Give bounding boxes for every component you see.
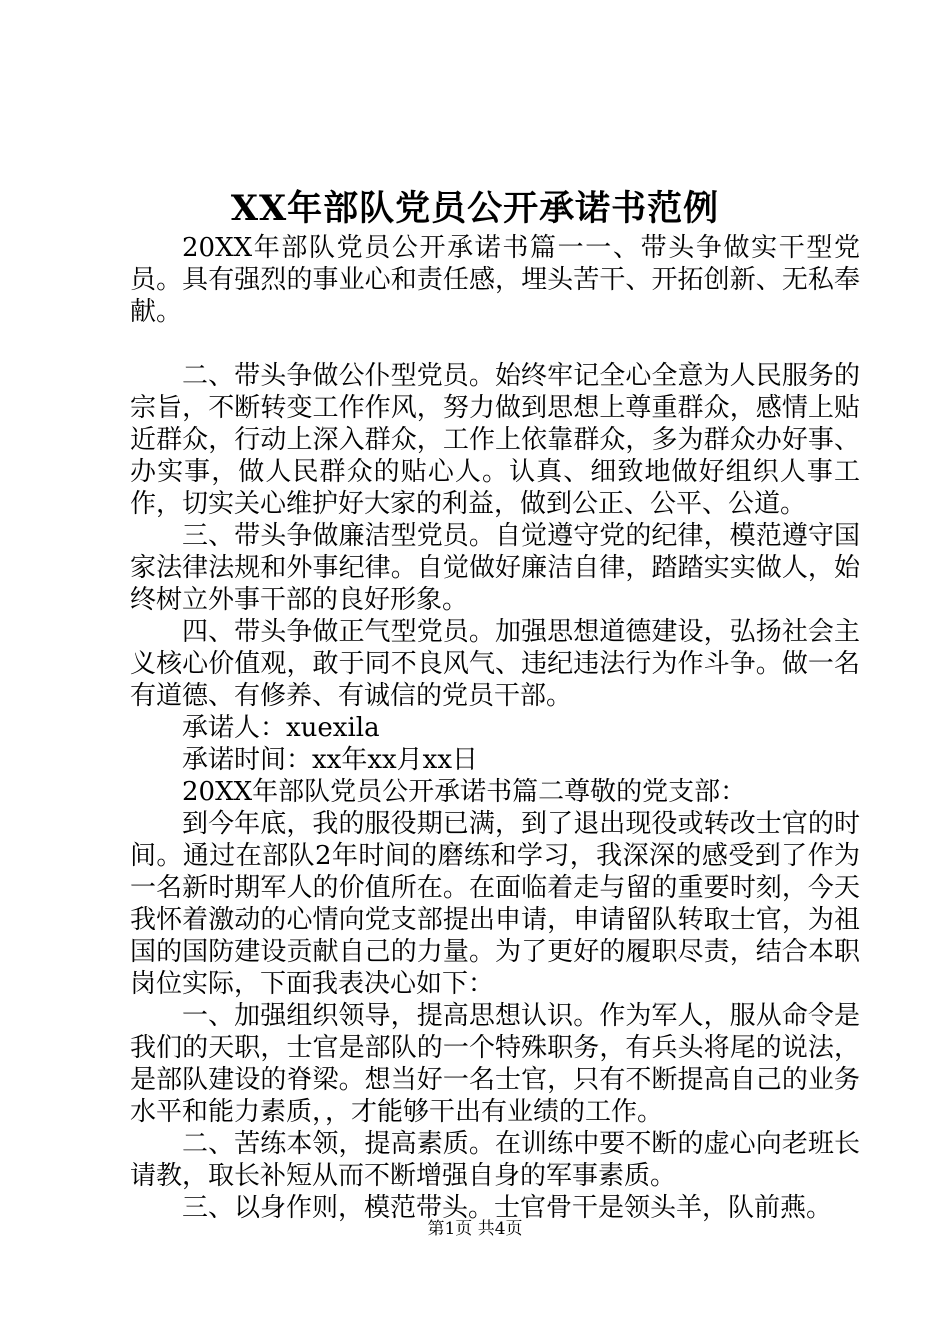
paragraph-pledge-one-intro: 20XX年部队党员公开承诺书篇一一、带头争做实干型党员。具有强烈的事业心和责任感，埋头苦干、开拓创新、无私奉献。: [130, 233, 860, 327]
paragraph-service-term: 到今年底，我的服役期已满，到了退出现役或转改士官的时间。通过在部队2年时间的磨练和学习，我深深的感受到了作为一名新时期军人的价值所在。在面临着走与留的重要时刻，今天我怀着激动的心情向党支部提出申请，申请留队转取士官，为祖国的国防建设贡献自己的力量。为了更好的履职尽责，结合本职岗位实际，下面我表决心如下：: [130, 809, 860, 999]
paragraph-leadership: 一、加强组织领导，提高思想认识。作为军人，服从命令是我们的天职，士官是部队的一个特殊职务，有兵头将尾的说法，是部队建设的脊梁。想当好一名士官，只有不断提高自己的业务水平和能力素质，，才能够干出有业绩的工作。: [130, 1001, 860, 1127]
page-number-footer: 第1页 共4页: [427, 1219, 523, 1239]
paragraph-pledge-two-intro: 20XX年部队党员公开承诺书篇二尊敬的党支部：: [182, 777, 747, 807]
document-title: XX年部队党员公开承诺书范例: [230, 188, 720, 229]
paragraph-training: 二、苦练本领，提高素质。在训练中要不断的虚心向老班长请教，取长补短从而不断增强自身的军事素质。: [130, 1129, 860, 1191]
paragraph-pledge-date: 承诺时间：xx年xx月xx日: [182, 745, 478, 775]
paragraph-pledger: 承诺人：xuexila: [182, 713, 380, 743]
paragraph-integrity: 三、带头争做廉洁型党员。自觉遵守党的纪律，模范遵守国家法律法规和外事纪律。自觉做好廉洁自律，踏踏实实做人，始终树立外事干部的良好形象。: [130, 521, 860, 615]
document-body: [130, 232, 860, 1224]
paragraph-example: 三、以身作则，模范带头。士官骨干是领头羊，队前燕。: [182, 1193, 833, 1223]
paragraph-public-servant: 二、带头争做公仆型党员。始终牢记全心全意为人民服务的宗旨，不断转变工作作风，努力做到思想上尊重群众，感情上贴近群众，行动上深入群众，工作上依靠群众，多为群众办好事、办实事，做人民群众的贴心人。认真、细致地做好组织人事工作，切实关心维护好大家的利益，做到公正、公平、公道。: [130, 361, 860, 519]
paragraph-righteousness: 四、带头争做正气型党员。加强思想道德建设，弘扬社会主义核心价值观，敢于同不良风气、违纪违法行为作斗争。做一名有道德、有修养、有诚信的党员干部。: [130, 617, 860, 711]
